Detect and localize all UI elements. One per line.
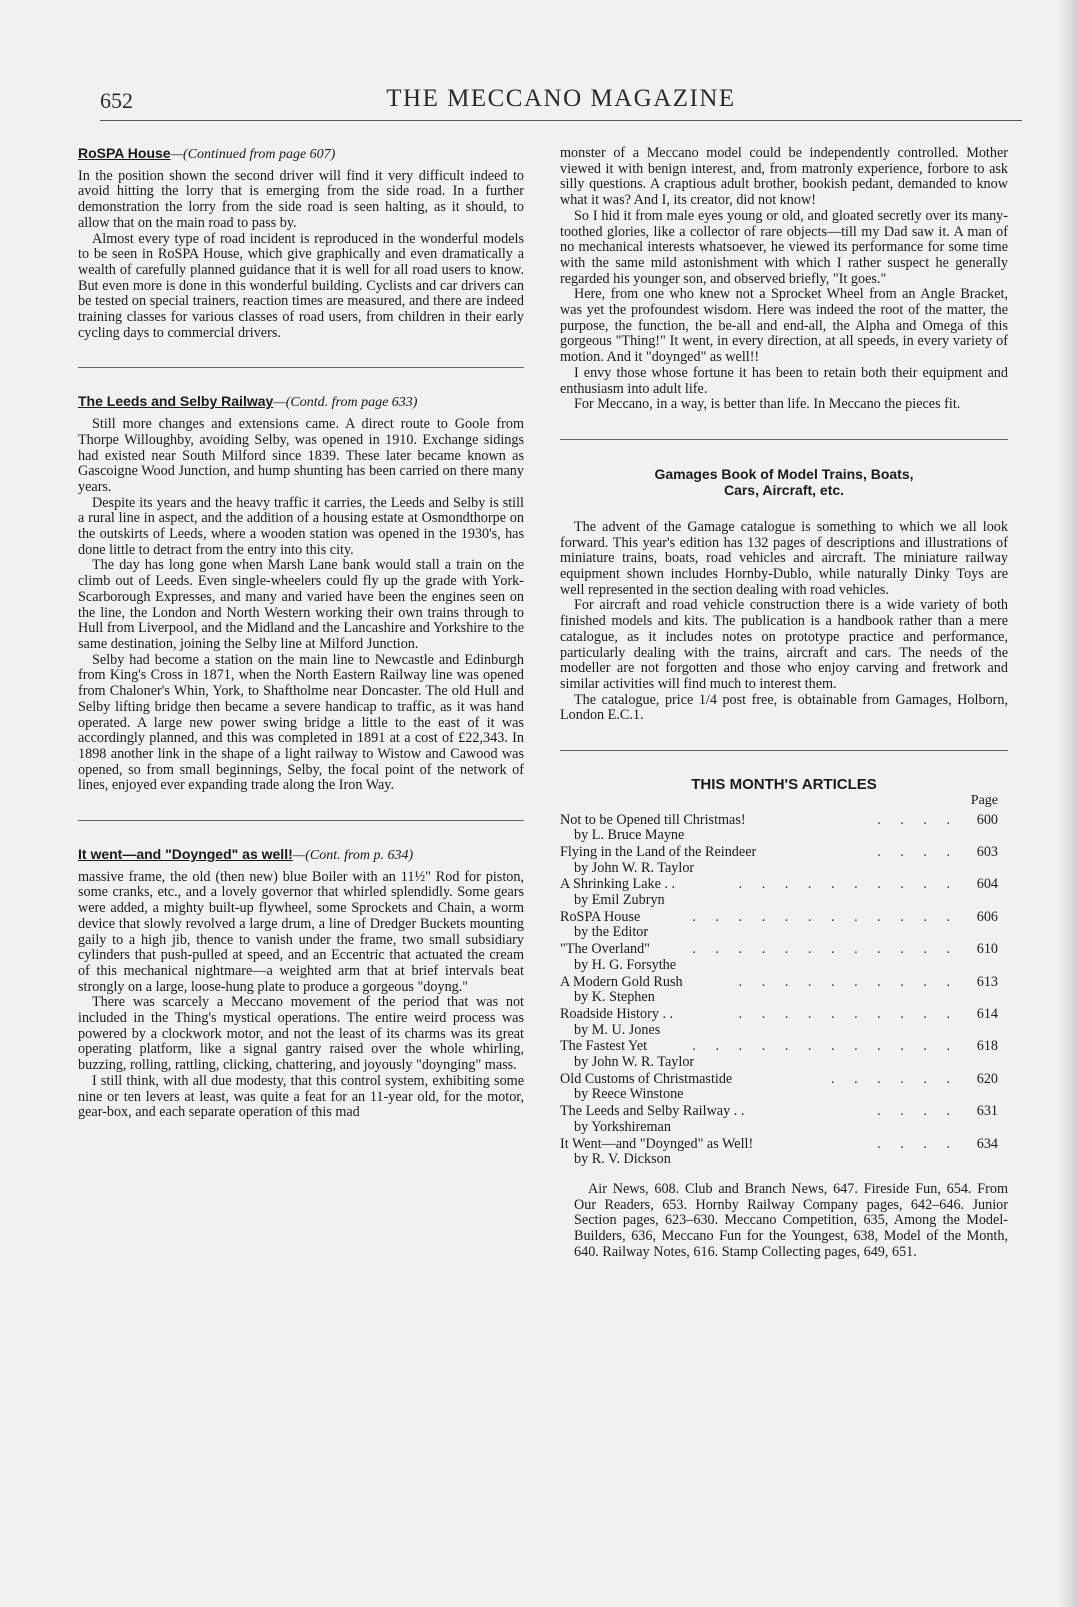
rospa-continued: —(Continued from page 607) bbox=[170, 147, 336, 162]
article-title: Old Customs of Christmastide bbox=[560, 1070, 733, 1087]
article-row bbox=[560, 975, 1008, 991]
leeds-title: The Leeds and Selby Railway bbox=[78, 393, 274, 410]
section-divider bbox=[560, 439, 1008, 440]
article-title: Flying in the Land of the Reindeer bbox=[560, 843, 757, 860]
article-page-number: 634 bbox=[976, 1135, 998, 1152]
rospa-heading bbox=[78, 146, 524, 163]
article-row bbox=[560, 813, 1008, 829]
leeds-paragraph: The day has long gone when Marsh Lane bank would stall a train on the climb out of Leeds. Even single-wheelers could fly up the grade with York-Scarborough Expresses, and many and varied have been the engines seen on the line, the London and North Western working their own trains through to Hull from Liverpool, and the Midland and the Lancashire and Yorkshire to the same destination, joining the Selby line at Milford Junction. bbox=[78, 557, 524, 652]
article-row bbox=[560, 877, 1008, 893]
leeds-continued: —(Contd. from page 633) bbox=[273, 395, 418, 411]
article-title: The Fastest Yet bbox=[560, 1038, 648, 1055]
leeds-section bbox=[78, 394, 524, 794]
articles-footer: Air News, 608. Club and Branch News, 647. Fireside Fun, 654. From Our Readers, 653. Hornby Railway Company pages, 642–646. Junior Section pages, 623–630. Meccano Competition, 635, Among the Model-Builders, 636, Meccano Fun for the Youngest, 638, Model of the Month, 640. Railway Notes, 616. Stamp Collecting pages, 649, 651. bbox=[574, 1180, 1008, 1260]
doyng-heading bbox=[78, 847, 524, 864]
article-page-number: 606 bbox=[976, 908, 998, 925]
gamages-heading bbox=[560, 466, 1008, 498]
left-column bbox=[78, 146, 524, 1121]
article-title: A Modern Gold Rush bbox=[560, 973, 683, 990]
article-row bbox=[560, 910, 1008, 926]
gamages-paragraph: The advent of the Gamage catalogue is something to which we all look forward. This year's edition has 132 pages of descriptions and illustrations of miniature trains, boats, road vehicles and aircraft. The miniature railway equipment shown includes Hornby-Dublo, while naturally Dinky Toys are well represented in the section dealing with road vehicles. bbox=[560, 518, 1008, 598]
article-leader-dots: . . . . . . . . . . . . bbox=[692, 1039, 958, 1055]
gamages-title-line: Gamages Book of Model Trains, Boats, bbox=[654, 465, 914, 482]
rospa-section bbox=[78, 146, 524, 341]
section-divider bbox=[78, 367, 524, 368]
article-title: Not to be Opened till Christmas! bbox=[560, 811, 746, 828]
gamages-paragraph: The catalogue, price 1/4 post free, is obtainable from Gamages, Holborn, London E.C.1. bbox=[560, 691, 1008, 724]
article-page-number: 614 bbox=[976, 1005, 998, 1022]
magazine-title: THE MECCANO MAGAZINE bbox=[386, 85, 736, 112]
article-author: by John W. R. Taylor bbox=[574, 1054, 695, 1071]
article-author: by Reece Winstone bbox=[574, 1086, 684, 1103]
article-leader-dots: . . . . bbox=[877, 812, 958, 828]
article-row bbox=[560, 1072, 1008, 1088]
article-title: It Went—and "Doynged" as Well! bbox=[560, 1135, 754, 1152]
article-page-number: 618 bbox=[976, 1038, 998, 1055]
doyng-continuation bbox=[560, 146, 1008, 413]
doyng-paragraph: massive frame, the old (then new) blue Boiler with an 11½" Rod for piston, some cranks, etc., and a lovely governor that whirled splendidly. Some gears were added, a mighty built-up flywheel, some Sprockets and Chain, a worm device that slowly revolved a large drum, a line of Dredger Buckets mounting gaily to a high jib, thence to vanish under the frame, two small subsidiary cylinders that push-pulled at speed, and an Eccentric that actuated the cream of this mechanical nightmare—a weighted arm that at brief intervals beat strongly on a large, loose-hung plate to produce a gorgeous "doyng." bbox=[78, 868, 524, 995]
article-author: by R. V. Dickson bbox=[574, 1151, 671, 1168]
doyng-paragraph: There was scarcely a Meccano movement of the period that was not included in the Thing's mystical operations. The entire weird process was powered by a clockwork motor, and not the least of its charms was its great operating platform, like a signal gantry raised over the whole whirling, buzzing, rolling, rattling, clicking, chattering, and joyously "doynging" mass. bbox=[78, 994, 524, 1074]
section-divider bbox=[560, 750, 1008, 751]
article-title: The Leeds and Selby Railway . . bbox=[560, 1103, 745, 1120]
article-author: by M. U. Jones bbox=[574, 1021, 661, 1038]
rospa-paragraph: In the position shown the second driver will find it very difficult indeed to avoid hitting the lorry that is emerging from the side road. In a further demonstration the lorry from the side road is seen halting, as it should, to allow that on the main road to pass by. bbox=[78, 167, 524, 231]
article-leader-dots: . . . . . . . . . . bbox=[738, 974, 958, 990]
leeds-paragraph: Selby had become a station on the main line to Newcastle and Edinburgh from King's Cross in 1871, when the North Eastern Railway line was opened from Chaloner's Whin, York, to Shaftholme near Doncaster. The old Hull and Selby lifting bridge then became a severe handicap to traffic, as it was hand operated. A large new power swing bridge a little to the east of it was accordingly planned, and this was completed in 1891 at a cost of £22,343. In 1898 another link in the shape of a light railway to Wistow and Cawood was opened, so from small beginnings, Selby, the focal point of the network of lines, enjoyed ever expanding trade along the Iron Way. bbox=[78, 651, 524, 794]
article-author: by the Editor bbox=[574, 924, 649, 941]
page-header bbox=[100, 82, 1022, 122]
leeds-heading bbox=[78, 394, 524, 411]
doyng-section bbox=[78, 847, 524, 1121]
article-row bbox=[560, 845, 1008, 861]
article-leader-dots: . . . . . . bbox=[830, 1071, 958, 1087]
articles-page-label: Page bbox=[970, 792, 998, 808]
leeds-paragraph: Despite its years and the heavy traffic it carries, the Leeds and Selby is still a rural line in aspect, and the addition of a housing estate at Osmondthorpe on the outskirts of Leeds, where a wooden station was opened in the 1930's, has done little to detract from the entry into this city. bbox=[78, 494, 524, 558]
article-author: by John W. R. Taylor bbox=[574, 859, 695, 876]
article-author: by K. Stephen bbox=[574, 989, 655, 1006]
article-page-number: 604 bbox=[976, 876, 998, 893]
gamages-paragraph: For aircraft and road vehicle construction there is a wide variety of both finished models and kits. The publication is a handbook rather than a mere catalogue, as it includes notes on prototype practice and performance, particularly dealing with the trains, aircraft and cars. The needs of the modeller are not forgotten and those who enjoy carving and fretwork and similar activities will find much to interest them. bbox=[560, 597, 1008, 692]
header-rule bbox=[100, 120, 1022, 121]
article-page-number: 603 bbox=[976, 843, 998, 860]
doyng-paragraph: I still think, with all due modesty, that this control system, exhibiting some nine or ten levers at least, was quite a feat for an 11-year old, for the motor, gear-box, and each separate operation of this mad bbox=[78, 1072, 524, 1121]
doyng-paragraph: Here, from one who knew not a Sprocket Wheel from an Angle Bracket, was yet the profoundest wisdom. Here was indeed the root of the matter, the purpose, the function, the be-all and end-all, the Alpha and Omega of this gorgeous "Thing!" It went, in every direction, at all speeds, in every variety of motion. And it "doynged" as well!! bbox=[560, 286, 1008, 366]
leeds-paragraph: Still more changes and extensions came. A direct route to Goole from Thorpe Willoughby, avoiding Selby, was opened in 1910. Exchange sidings had existed near South Milford since 1839. These later became known as Gascoigne Wood Junction, and hump shunting has been carried on there many years. bbox=[78, 416, 524, 495]
doyng-paragraph: So I hid it from male eyes young or old, and gloated secretly over its many-toothed glories, like a collector of rare objects—till my Dad saw it. A man of no mechanical interests whatsoever, he viewed its performance for some time with the same mild astonishment with which I rather suspect he generally regarded his younger son, and observed briefly, "It goes." bbox=[560, 207, 1008, 287]
article-author: by H. G. Forsythe bbox=[574, 956, 677, 973]
doyng-paragraph: monster of a Meccano model could be independently controlled. Mother viewed it with benign interest, and, from matronly experience, forbore to ask silly questions. A craptious adult brother, bookish pedant, demanded to know what it was? And I, its creator, did not know! bbox=[560, 145, 1008, 209]
articles-title: THIS MONTH'S ARTICLES bbox=[691, 776, 877, 794]
right-column bbox=[560, 146, 1008, 1260]
article-row bbox=[560, 1104, 1008, 1120]
article-title: Roadside History . . bbox=[560, 1005, 674, 1022]
article-page-number: 610 bbox=[976, 941, 998, 958]
article-row bbox=[560, 1039, 1008, 1055]
rospa-title: RoSPA House bbox=[78, 145, 171, 161]
article-author: by Yorkshireman bbox=[574, 1118, 671, 1135]
article-leader-dots: . . . . bbox=[877, 844, 958, 860]
article-author: by L. Bruce Mayne bbox=[574, 827, 685, 844]
section-divider bbox=[78, 820, 524, 821]
articles-section bbox=[560, 777, 1008, 1260]
articles-list bbox=[560, 813, 1008, 1168]
article-title: A Shrinking Lake . . bbox=[560, 876, 676, 893]
rospa-paragraph: Almost every type of road incident is reproduced in the wonderful models to be seen in RoSPA House, which give graphically and even dramatically a wealth of carefully planned guidance that it is well for all road users to know. But even more is done in this wonderful building. Cyclists and car drivers can be tested on special trainers, reaction times are measured, and there are indeed training classes for various classes of road users, from children in their early cycling days to commercial drivers. bbox=[78, 230, 524, 341]
article-title: RoSPA House bbox=[560, 908, 641, 925]
article-page-number: 600 bbox=[976, 811, 998, 828]
article-leader-dots: . . . . . . . . . . bbox=[738, 1006, 958, 1022]
doyng-paragraph: I envy those whose fortune it has been to retain both their equipment and enthusiasm into adult life. bbox=[560, 364, 1008, 397]
article-author: by Emil Zubryn bbox=[574, 892, 665, 909]
article-page-number: 613 bbox=[976, 973, 998, 990]
doyng-paragraph: For Meccano, in a way, is better than life. In Meccano the pieces fit. bbox=[574, 396, 961, 413]
page-edge-shadow bbox=[1058, 0, 1078, 1607]
doyng-continued: —(Cont. from p. 634) bbox=[292, 848, 414, 864]
page-number: 652 bbox=[100, 88, 133, 113]
article-title: "The Overland" bbox=[560, 941, 650, 958]
article-leader-dots: . . . . bbox=[877, 1104, 958, 1120]
article-leader-dots: . . . . . . . . . . . . bbox=[692, 942, 958, 958]
article-row bbox=[560, 1137, 1008, 1153]
article-leader-dots: . . . . bbox=[877, 1136, 958, 1152]
article-page-number: 631 bbox=[976, 1103, 998, 1120]
gamages-section bbox=[560, 466, 1008, 724]
gamages-title-line: Cars, Aircraft, etc. bbox=[723, 481, 845, 498]
article-row bbox=[560, 942, 1008, 958]
article-leader-dots: . . . . . . . . . . bbox=[738, 877, 958, 893]
article-row bbox=[560, 1007, 1008, 1023]
article-leader-dots: . . . . . . . . . . . . bbox=[692, 909, 958, 925]
doyng-title: It went—and "Doynged" as well! bbox=[78, 846, 293, 863]
article-page-number: 620 bbox=[976, 1070, 998, 1087]
